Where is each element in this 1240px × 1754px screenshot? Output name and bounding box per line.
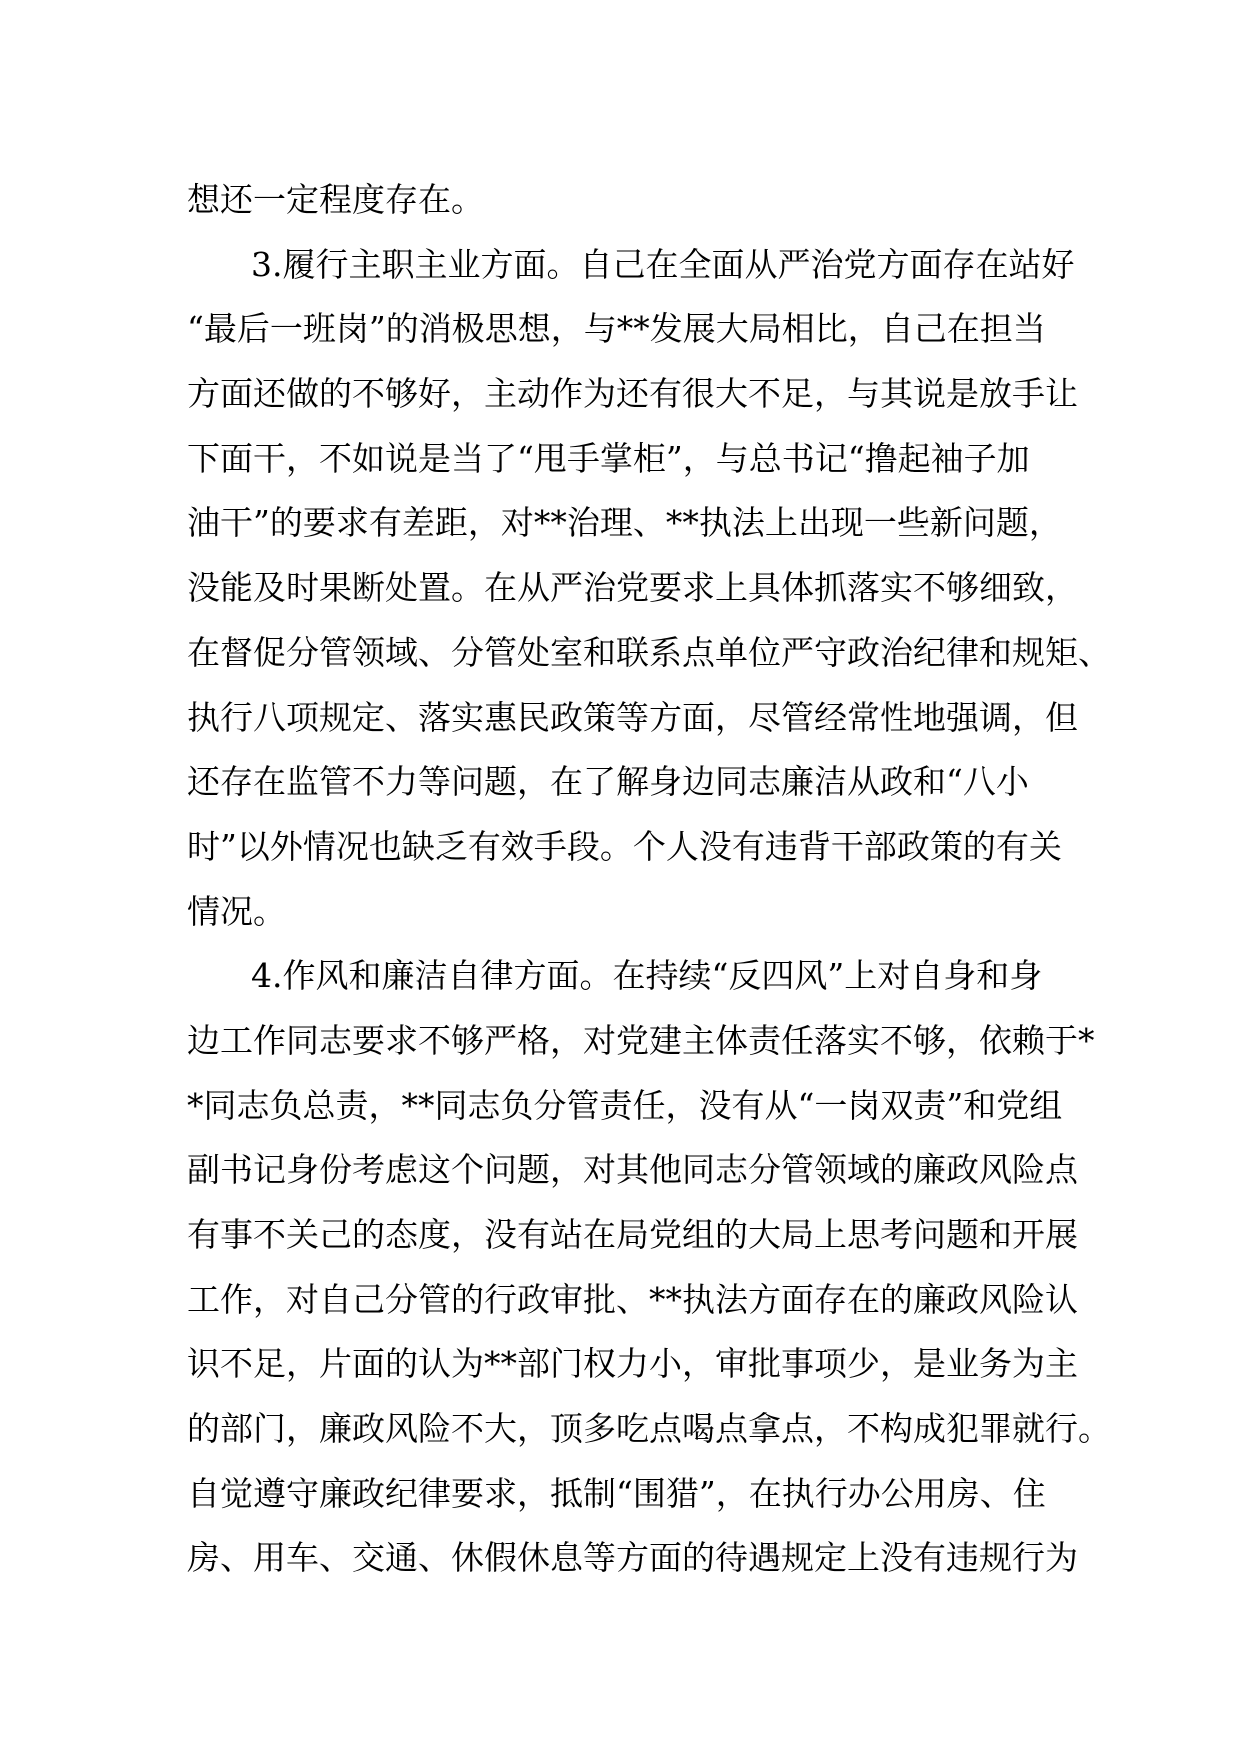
- text-line: 时”以外情况也缺乏有效手段。个人没有违背干部政策的有关: [187, 826, 1062, 866]
- text-line: 工作，对自己分管的行政审批、**执法方面存在的廉政风险认: [187, 1279, 1078, 1319]
- text-line: 想还一定程度存在。: [187, 180, 484, 219]
- text-line: 执行八项规定、落实惠民政策等方面，尽管经常性地强调，但: [187, 697, 1078, 737]
- text-line: 边工作同志要求不够严格，对党建主体责任落实不够，依赖于*: [187, 1020, 1095, 1060]
- document-body: [187, 168, 1111, 1591]
- text-line: *同志负总责，**同志负分管责任，没有从“一岗双责”和党组: [187, 1085, 1063, 1125]
- text-line: 房、用车、交通、休假休息等方面的待遇规定上没有违规行为: [187, 1538, 1078, 1578]
- text-line: 在督促分管领域、分管处室和联系点单位严守政治纪律和规矩、: [187, 632, 1111, 672]
- text-line: 还存在监管不力等问题，在了解身边同志廉洁从政和“八小: [187, 762, 1029, 802]
- text-line: 下面干，不如说是当了“甩手掌柜”，与总书记“撸起袖子加: [187, 438, 1030, 478]
- text-line: 油干”的要求有差距，对**治理、**执法上出现一些新问题，: [187, 503, 1062, 543]
- text-line: “最后一班岗”的消极思想，与**发展大局相比，自己在担当: [187, 309, 1046, 349]
- text-line: 3.履行主职主业方面。自己在全面从严治党方面存在站好: [251, 244, 1075, 284]
- text-line: 识不足，片面的认为**部门权力小，审批事项少，是业务为主: [187, 1344, 1078, 1384]
- text-line: 情况。: [187, 891, 286, 931]
- text-line: 自觉遵守廉政纪律要求，抵制“围猎”，在执行办公用房、住: [187, 1473, 1046, 1513]
- text-line: 的部门，廉政风险不大，顶多吃点喝点拿点，不构成犯罪就行。: [187, 1409, 1111, 1449]
- text-line: 没能及时果断处置。在从严治党要求上具体抓落实不够细致，: [187, 568, 1078, 608]
- text-line: 4.作风和廉洁自律方面。在持续“反四风”上对自身和身: [251, 956, 1043, 996]
- text-line: 方面还做的不够好，主动作为还有很大不足，与其说是放手让: [187, 374, 1078, 414]
- text-line: 副书记身份考虑这个问题，对其他同志分管领域的廉政风险点: [187, 1150, 1078, 1190]
- text-line: 有事不关己的态度，没有站在局党组的大局上思考问题和开展: [187, 1215, 1078, 1254]
